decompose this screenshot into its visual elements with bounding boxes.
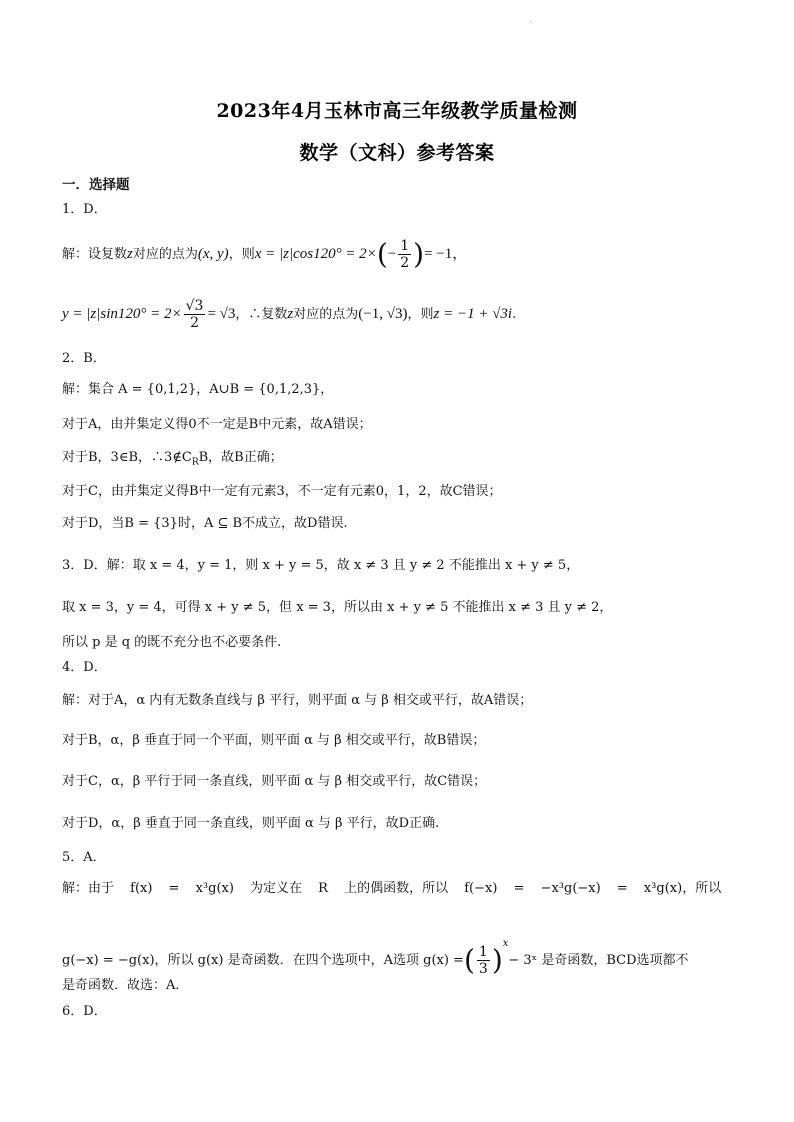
q1-var-z: z [287, 306, 294, 322]
frac-num: 1 [478, 944, 488, 960]
q4-line4: 对于D，α，β 垂直于同一条直线，则平面 α 与 β 平行，故D正确. [62, 816, 440, 831]
q5-line2-b: − 3ˣ 是奇函数，BCD选项都不 [508, 953, 689, 968]
fraction-half [398, 238, 411, 271]
q5-answer: 5．A． [62, 850, 106, 865]
page-mark: · [530, 18, 533, 27]
fraction-one-third [477, 944, 490, 977]
q1-point2: (−1, √3) [358, 306, 408, 322]
q5-line2-a: g(−x) = −g(x)，所以 g(x) 是奇函数．在四个选项中，A选项 g(x) = [62, 953, 464, 968]
q1-expr-y: y = |z|sin120° = 2× [62, 306, 182, 322]
q1-text: 对应的点为 [293, 307, 359, 322]
q3-line3: 所以 p 是 q 的既不充分也不必要条件. [62, 635, 282, 650]
q2-line3 [62, 449, 742, 472]
exponent-x: x [502, 938, 509, 949]
q1-expr-x: x = |z|cos120° = 2× [254, 246, 377, 262]
q4-line3: 对于C，α，β 平行于同一条直线，则平面 α 与 β 相交或平行，故C错误； [62, 774, 487, 789]
q4-line2: 对于B，α，β 垂直于同一个平面，则平面 α 与 β 相交或平行，故B错误； [62, 733, 486, 748]
paren-right: ) [413, 237, 425, 271]
q1-text: ，则 [407, 307, 434, 322]
paren-right: ) [491, 943, 503, 977]
q4-answer: 4．D． [62, 660, 107, 675]
q1-solution-line1 [62, 234, 742, 274]
q4-line1: 解：对于A，α 内有无数条直线与 β 平行，则平面 α 与 β 相交或平行，故A错误； [62, 693, 533, 708]
q1-final-z: z = −1 + √3i [433, 306, 513, 322]
q6-answer: 6．D． [62, 1004, 107, 1019]
q1-result: = −1， [424, 246, 468, 262]
q2-line3-sub: R [191, 457, 199, 468]
q5-line2 [62, 922, 742, 977]
paren-left: ( [463, 943, 475, 977]
q2-line3-b: B，故B正确； [198, 450, 283, 465]
q1-result-y: = √3 [207, 306, 236, 322]
q2-line1: 解：集合 A = {0,1,2}，A∪B = {0,1,2,3}， [62, 382, 334, 397]
q1-text: ，则 [228, 247, 255, 262]
q2-line5: 对于D，当B = {3}时，A ⊆ B不成立，故D错误. [62, 516, 348, 531]
q1-point: (x, y) [197, 246, 229, 262]
frac-den: 3 [478, 961, 488, 977]
page-subtitle: 数学（文科）参考答案 [299, 142, 495, 164]
q1-text: ，∴复数 [235, 307, 288, 322]
q1-solution-line2 [62, 294, 742, 334]
q2-line4: 对于C，由并集定义得B中一定有元素3，不一定有元素0，1，2，故C错误； [62, 484, 502, 499]
page-title: 2023年4月玉林市高三年级教学质量检测 [216, 100, 578, 122]
minus-sign: − [387, 246, 397, 262]
frac-den: 2 [400, 255, 410, 271]
q1-var-z: z [127, 246, 133, 262]
q5-line1: 解：由于 f(x) = x³g(x) 为定义在 R 上的偶函数，所以 f(−x) = −x³g(−x) = x³g(x)，所以 [62, 881, 722, 896]
q2-line3-a: 对于B，3∈B，∴3∉C [62, 450, 192, 465]
q2-line2: 对于A，由并集定义得0不一定是B中元素，故A错误； [62, 417, 372, 432]
q1-text: . [512, 307, 517, 322]
q1-text: 对应的点为 [132, 247, 198, 262]
q3-line2: 取 x = 3，y = 4，可得 x + y ≠ 5，但 x = 3，所以由 x + y ≠ 5 不能推出 x ≠ 3 且 y ≠ 2， [62, 600, 613, 615]
q2-answer: 2．B． [62, 351, 106, 366]
fraction-sqrt3-over-2 [184, 298, 206, 331]
section-heading-choice: 一．选择题 [62, 177, 130, 193]
frac-num: √3 [185, 298, 204, 314]
frac-den: 2 [190, 315, 199, 331]
q3-line1: 3．D．解：取 x = 4，y = 1，则 x + y = 5，故 x ≠ 3 且 y ≠ 2 不能推出 x + y ≠ 5， [62, 558, 580, 573]
q1-text: 解：设复数 [62, 247, 128, 262]
q5-line3: 是奇函数．故选：A． [62, 978, 189, 993]
paren-left: ( [376, 237, 388, 271]
frac-num: 1 [400, 238, 410, 254]
q1-answer: 1．D． [62, 202, 107, 217]
